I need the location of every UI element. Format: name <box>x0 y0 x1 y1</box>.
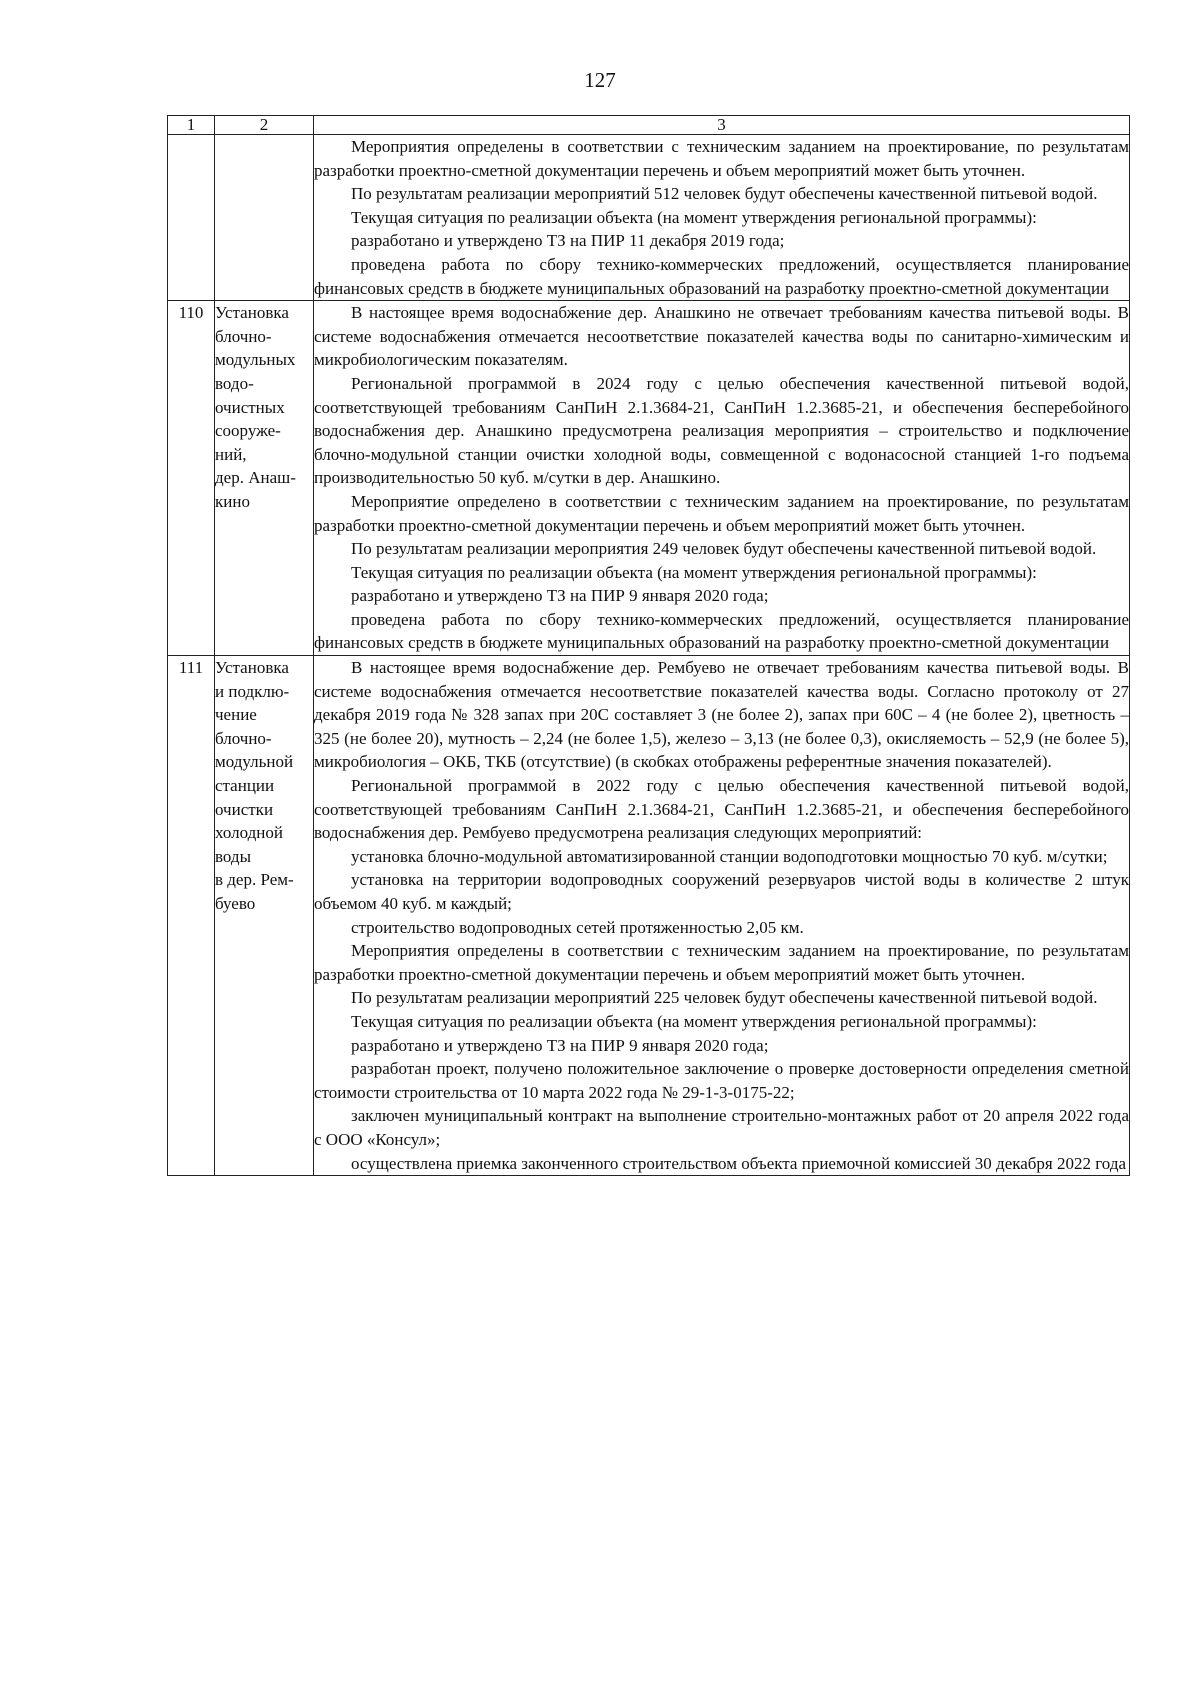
description-paragraph: разработано и утверждено ТЗ на ПИР 11 декабря 2019 года; <box>351 231 785 251</box>
description-paragraph: установка на территории водопроводных сооружений резервуаров чистой воды в количестве 2 штук объемом 40 куб. м каждый; <box>314 870 1129 913</box>
description-paragraph: По результатам реализации мероприятий 225 человек будут обеспечены качественной питьевой водой. <box>351 988 1098 1008</box>
header-col-2: 2 <box>215 116 314 135</box>
document-table <box>167 115 1130 1176</box>
description-paragraph: осуществлена приемка законченного строительством объекта приемочной комиссией 30 декабря 2022 года <box>351 1153 1127 1173</box>
description-paragraph: В настоящее время водоснабжение дер. Анашкино не отвечает требованиям качества питьевой воды. В системе водоснабжения отмечается несоответствие показателей качества воды по санитарно-химическим и микробиологическим показателям. <box>314 303 1129 370</box>
object-name-line: водо- <box>215 373 254 393</box>
object-name-line: очистных <box>215 397 285 417</box>
description-paragraph: разработано и утверждено ТЗ на ПИР 9 января 2020 года; <box>351 1035 769 1055</box>
page-number: 127 <box>584 68 616 92</box>
description-paragraph: Мероприятия определены в соответствии с техническим заданием на проектирование, по результатам разработки проектно-сметной документации перечень и объем мероприятий может быть уточнен. <box>314 137 1129 180</box>
object-name-line: воды <box>215 846 251 866</box>
description-paragraph: По результатам реализации мероприятия 249 человек будут обеспечены качественной питьевой водой. <box>351 539 1097 559</box>
object-name-line: Установка <box>215 303 289 323</box>
header-col-3: 3 <box>314 116 1130 135</box>
row-number: 110 <box>168 301 215 656</box>
description-paragraph: проведена работа по сбору технико-коммерческих предложений, осуществляется планирование финансовых средств в бюджете муниципальных образований на разработку проектно-сметной документации <box>314 254 1129 298</box>
table-header-row <box>168 116 1130 135</box>
object-name-line: очистки <box>215 799 274 819</box>
description-paragraph: Мероприятие определено в соответствии с техническим заданием на проектирование, по результатам разработки проектно-сметной документации перечень и объем мероприятий может быть уточнен. <box>314 491 1129 535</box>
description-paragraph: разработано и утверждено ТЗ на ПИР 9 января 2020 года; <box>351 586 769 606</box>
description-paragraph: По результатам реализации мероприятий 512 человек будут обеспечены качественной питьевой водой. <box>351 184 1098 204</box>
header-col-1: 1 <box>168 116 215 135</box>
object-name-line: блочно- <box>215 728 272 748</box>
object-name <box>215 135 314 301</box>
table-row <box>168 301 1130 656</box>
description-paragraph: Региональной программой в 2024 году с целью обеспечения качественной питьевой водой, соответствующей требованиям СанПиН 2.1.3684-21, СанПиН 1.2.3685-21, и обеспечения бесперебойного водоснабжения дер. Анашкино предусмотрена реализация мероприятия – строительство и подключение блочно-модульной станции очистки холодной воды, совмещенной с водонасосной станцией 1-го подъема производительностью 50 куб. м/сутки в дер. Анашкино. <box>314 373 1129 488</box>
object-name-line: буево <box>215 894 256 913</box>
description-paragraph: установка блочно-модульной автоматизированной станции водоподготовки мощностью 70 куб. м/сутки; <box>351 846 1108 866</box>
description-paragraph: Мероприятия определены в соответствии с техническим заданием на проектирование, по результатам разработки проектно-сметной документации перечень и объем мероприятий может быть уточнен. <box>314 941 1129 984</box>
object-name-line: кино <box>215 491 250 511</box>
description <box>314 656 1130 1176</box>
table-row <box>168 135 1130 301</box>
object-name-line: и подклю- <box>215 681 290 701</box>
row-number <box>168 135 215 301</box>
object-name-line: холодной <box>215 823 283 843</box>
description-paragraph: Текущая ситуация по реализации объекта (на момент утверждения региональной программы): <box>351 562 1037 582</box>
object-name-line: Установка <box>215 658 289 678</box>
object-name-line: сооруже- <box>215 421 281 441</box>
object-name-line: ний, <box>215 444 247 464</box>
object-name-line: модульной <box>215 752 294 772</box>
row-number: 111 <box>168 656 215 1176</box>
description-paragraph: проведена работа по сбору технико-коммерческих предложений, осуществляется планирование финансовых средств в бюджете муниципальных образований на разработку проектно-сметной документации <box>314 609 1129 653</box>
object-name-line: станции <box>215 776 275 796</box>
description-paragraph: Региональной программой в 2022 году с целью обеспечения качественной питьевой водой, соответствующей требованиям СанПиН 2.1.3684-21, СанПиН 1.2.3685-21, и обеспечения бесперебойного водоснабжения дер. Рембуево предусмотрена реализация следующих мероприятий: <box>314 776 1129 843</box>
description-paragraph: В настоящее время водоснабжение дер. Рембуево не отвечает требованиям качества питьевой воды. В системе водоснабжения отмечается несоответствие показателей качества воды. Согласно протоколу от 27 декабря 2019 года № 328 запах при 20С составляет 3 (не более 2), запах при 60С – 4 (не более 2), цветность – 325 (не более 20), мутность – 2,24 (не более 1,5), железо – 3,13 (не более 0,3), окисляемость – 52,9 (не более 5), микробиология – ОКБ, ТКБ (отсутствие) (в скобках отображены референтные значения показателей). <box>314 658 1129 772</box>
object-name-line: блочно- <box>215 326 272 346</box>
object-name-line: модульных <box>215 350 296 370</box>
table-row <box>168 656 1130 1176</box>
object-name <box>215 301 314 656</box>
table-body <box>168 135 1130 1176</box>
object-name-line: дер. Анаш- <box>215 468 296 488</box>
object-name-line: в дер. Рем- <box>215 870 294 890</box>
description-paragraph: строительство водопроводных сетей протяженностью 2,05 км. <box>351 917 804 937</box>
object-name <box>215 656 314 1176</box>
description <box>314 135 1130 301</box>
description-paragraph: Текущая ситуация по реализации объекта (на момент утверждения региональной программы): <box>351 1011 1037 1031</box>
description-paragraph: заключен муниципальный контракт на выполнение строительно-монтажных работ от 20 апреля 2022 года с ООО «Консул»; <box>314 1106 1129 1149</box>
object-name-line: чение <box>215 705 257 725</box>
description-paragraph: разработан проект, получено положительное заключение о проверке достоверности определения сметной стоимости строительства от 10 марта 2022 года № 29-1-3-0175-22; <box>314 1059 1129 1102</box>
description-paragraph: Текущая ситуация по реализации объекта (на момент утверждения региональной программы): <box>351 207 1037 227</box>
description <box>314 301 1130 656</box>
